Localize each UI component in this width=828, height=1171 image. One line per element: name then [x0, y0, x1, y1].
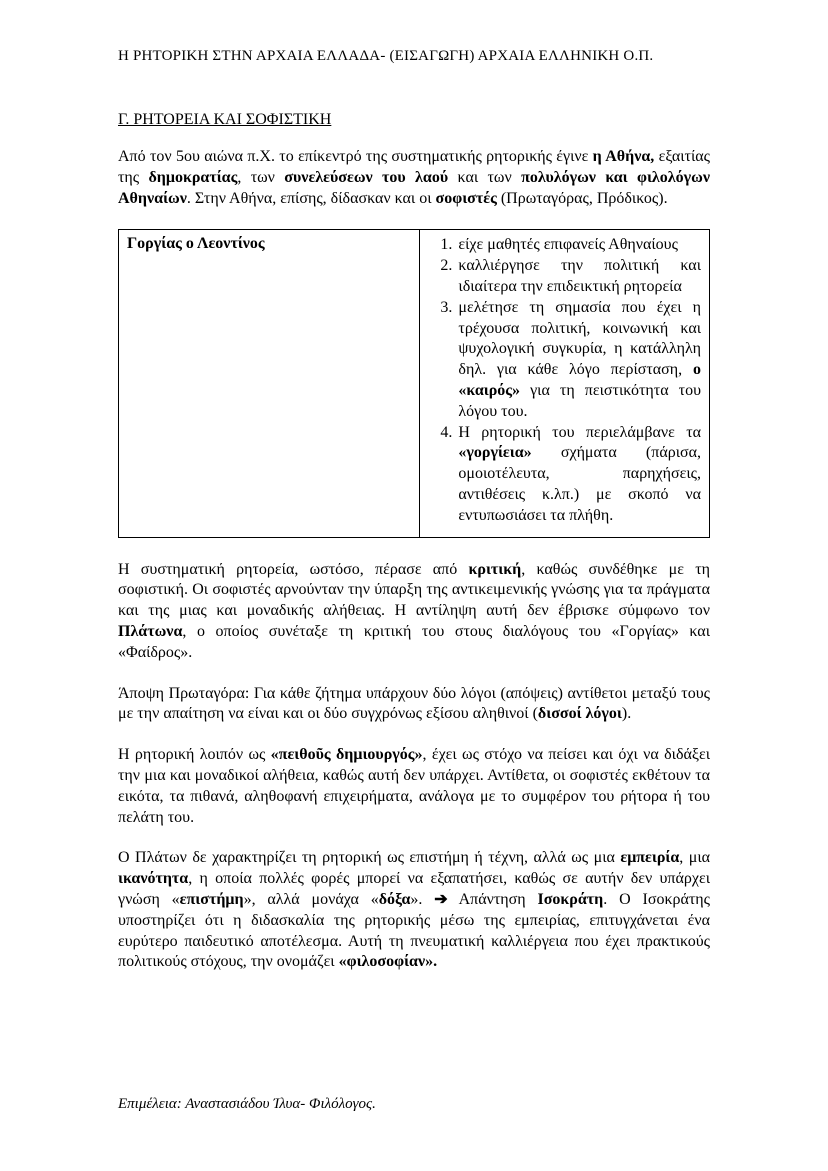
gorgias-table	[118, 229, 710, 537]
paragraph-peithous: Η ρητορική λοιπόν ως «πειθοῦς δημιουργός», έχει ως στόχο να πείσει και όχι να διδάξει την μια και μοναδικοί αλήθεια, καθώς αυτή δεν υπάρχει. Αντίθετα, οι σοφιστές εκθέτουν τα εικότα, τα πιθανά, αληθοφανή επιχειρήματα, ανάλογα με το συμφέρον του ρήτορα ή του πελάτη του.	[118, 746, 711, 826]
paragraph-platon-isokrates: Ο Πλάτων δε χαρακτηρίζει τη ρητορική ως επιστήμη ή τέχνη, αλλά ως μια εμπειρία, μια ικανότητα, η οποία πολλές φορές μπορεί να εξαπατήσει, καθώς σε αυτήν δεν υπάρχει γνώση «επιστήμη», αλλά μονάχα «δόξα». ➔ Απάντηση Ισοκράτη. Ο Ισοκράτης υποστηρίζει ότι η διδασκαλία της ρητορικής μέσω της εμπειρίας, επιτυγχάνεται ένα ευρύτερο παιδευτικό αποτέλεσμα. Αυτή τη πνευματική καλλιέργεια που έχει πρακτικούς πολιτικούς στόχους, την ονομάζει «φιλοσοφίαν».	[118, 849, 711, 971]
document-header: Η ΡΗΤΟΡΙΚΗ ΣΤΗΝ ΑΡΧΑΙΑ ΕΛΛΑΔΑ- (ΕΙΣΑΓΩΓΗ) ΑΡΧΑΙΑ ΕΛΛΗΝΙΚΗ Ο.Π.	[118, 48, 654, 64]
table-cell-list	[420, 230, 710, 537]
list-item: 4. Η ρητορική του περιελάμβανε τα «γοργίεια» σχήματα (πάρισα, ομοιοτέλευτα, παρηχήσεις, αντιθέσεις κ.λπ.) με σκοπό να εντυπωσιάσει τα πλήθη.	[456, 423, 701, 527]
paragraph-criticism: Η συστηματική ρητορεία, ωστόσο, πέρασε από κριτική, καθώς συνδέθηκε με τη σοφιστική. Οι σοφιστές αρνούνταν την ύπαρξη της αντικειμενικής γνώσης για τα πράγματα και της μιας και μοναδικής αλήθειας. Η αντίληψη αυτή δεν έβρισκε σύμφωνο τον Πλάτωνα, ο οποίος συνέταξε τη κριτική του στους διαλόγους του «Γοργίας» και «Φαίδρος».	[118, 560, 710, 661]
list-item: 2. καλλιέργησε την πολιτική και ιδιαίτερα την επιδεικτική ρητορεία	[456, 256, 701, 298]
gorgias-points-list	[428, 235, 701, 526]
table-row	[119, 230, 710, 537]
list-item: 1. είχε μαθητές επιφανείς Αθηναίους	[456, 235, 701, 256]
section-heading: Γ. ΡΗΤΟΡΕΙΑ ΚΑΙ ΣΟΦΙΣΤΙΚΗ	[118, 111, 332, 128]
paragraph-intro: Από τον 5ου αιώνα π.Χ. το επίκεντρό της συστηματικής ρητορικής έγινε η Αθήνα, εξαιτίας της δημοκρατίας, των συνελεύσεων του λαού και των πολυλόγων και φιλολόγων Αθηναίων. Στην Αθήνα, επίσης, δίδασκαν και οι σοφιστές (Πρωταγόρας, Πρόδικος).	[118, 148, 711, 207]
document-footer: Επιμέλεια: Αναστασιάδου Ίλυα- Φιλόλογος.	[118, 1096, 376, 1112]
paragraph-protagoras: Άποψη Πρωταγόρα: Για κάθε ζήτημα υπάρχουν δύο λόγοι (απόψεις) αντίθετοι μεταξύ τους με την απαίτηση να είναι και οι δύο συγχρόνως εξίσου αληθινοί (δισσοί λόγοι).	[118, 684, 710, 723]
list-item: 3. μελέτησε τη σημασία που έχει η τρέχουσα πολιτική, κοινωνική και ψυχολογική συγκυρία, η κατάλληλη δηλ. για κάθε λόγο περίσταση, ο «καιρός» για τη πειστικότητα του λόγου του.	[456, 298, 701, 423]
table-title: Γοργίας ο Λεοντίνος	[127, 235, 265, 253]
table-cell-title	[119, 230, 420, 537]
